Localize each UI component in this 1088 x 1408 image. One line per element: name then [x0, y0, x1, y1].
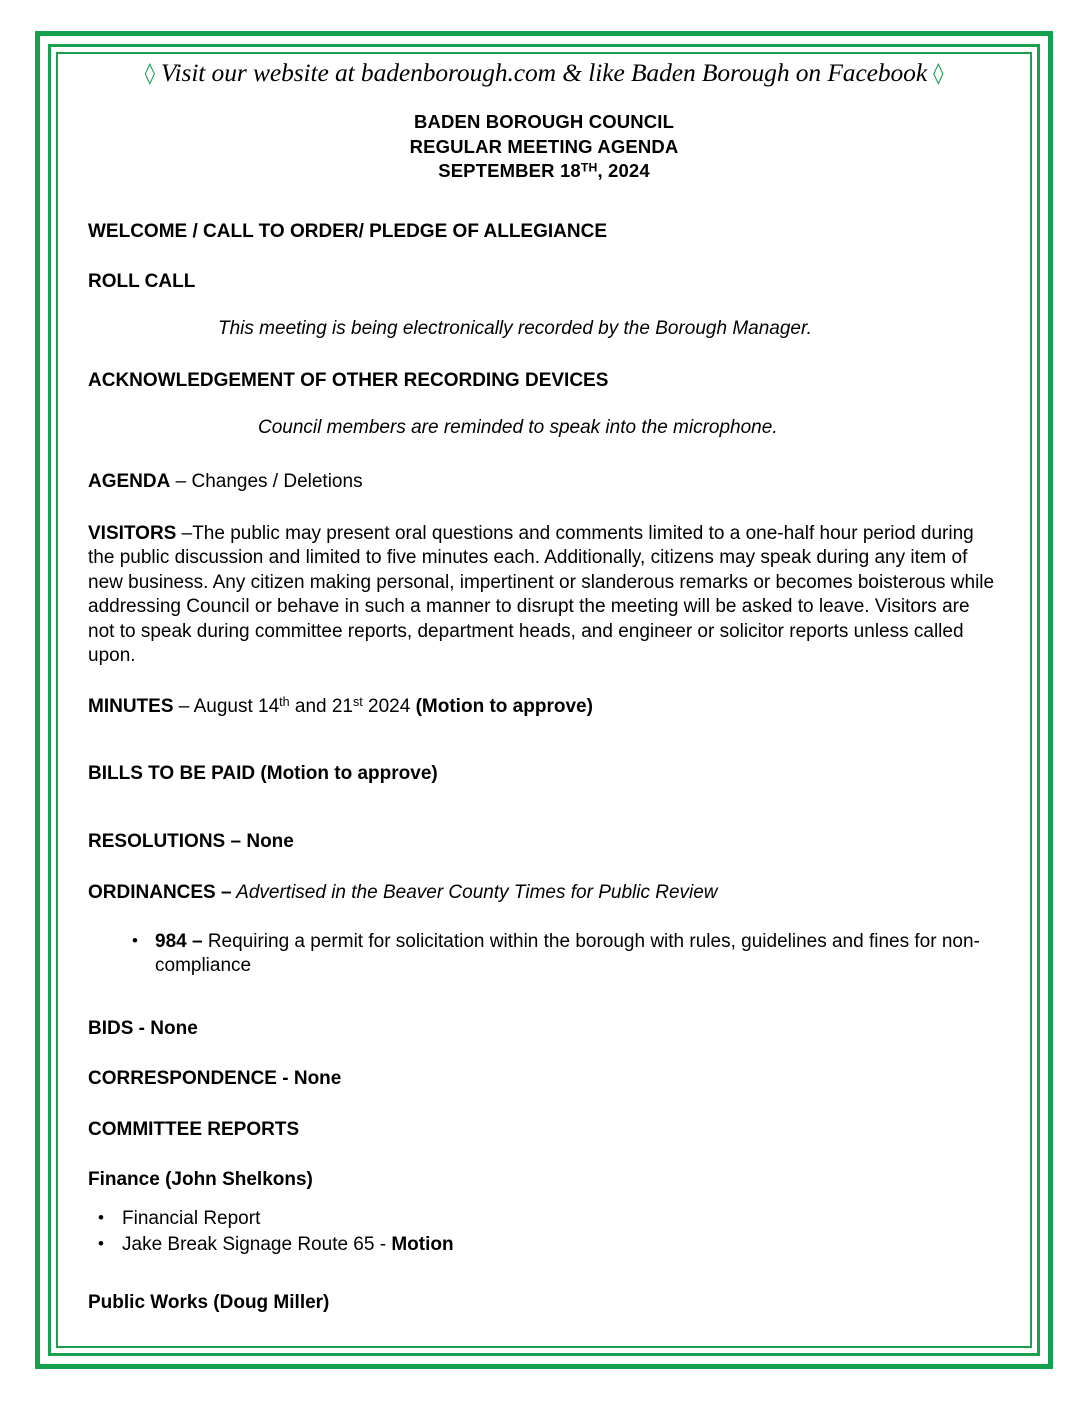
minutes-ordinal-1: th [279, 694, 290, 709]
minutes-motion-note: (Motion to approve) [415, 695, 593, 717]
finance-item-list [88, 1207, 1000, 1258]
title-line-council: BADEN BOROUGH COUNCIL [413, 111, 675, 133]
section-roll-call: ROLL CALL [88, 271, 196, 293]
finance-item-motion: Motion [391, 1234, 454, 1256]
title-line-date [88, 159, 1000, 183]
list-item [88, 1207, 1000, 1232]
section-visitors [88, 522, 1000, 669]
section-visitors-body: –The public may present oral questions and comments limited to a one-half hour period during the public discussion and limited to five minutes each. Additionally, citizens may speak during any item of new business. Any citizen making personal, impertinent or slanderous remarks or becomes boisterous while addressing Council or behave in such a manner to disrupt the meeting will be asked to leave. Visitors are not to speak during committee reports, department heads, and engineer or solicitor reports unless called upon. [88, 522, 995, 667]
note-speak-into-microphone: Council members are reminded to speak into the microphone. [258, 416, 778, 438]
document-title-block [88, 110, 1000, 183]
ordinance-description: Requiring a permit for solicitation within the borough with rules, guidelines and fines for non-compliance [155, 930, 980, 977]
subsection-public-works-heading: Public Works (Doug Miller) [88, 1291, 330, 1313]
section-correspondence: CORRESPONDENCE - None [88, 1068, 342, 1090]
diamond-ornament-right-icon: ◊ [933, 61, 944, 85]
website-social-line [88, 58, 1000, 87]
section-minutes-label: MINUTES [88, 695, 174, 717]
section-agenda [88, 470, 1000, 495]
section-ordinances-note: Advertised in the Beaver County Times for Public Review [231, 882, 718, 904]
finance-item-text: Jake Break Signage Route 65 - [122, 1234, 392, 1256]
ordinance-list [88, 930, 1000, 979]
note-electronically-recorded: This meeting is being electronically recorded by the Borough Manager. [218, 317, 812, 339]
ordinance-number: 984 – [155, 930, 203, 952]
subsection-finance-heading: Finance (John Shelkons) [88, 1169, 313, 1191]
section-committee-reports: COMMITTEE REPORTS [88, 1118, 300, 1140]
website-social-text: Visit our website at badenborough.com & like Baden Borough on Facebook [160, 58, 928, 87]
document-content [64, 42, 1024, 1315]
minutes-date-part-2: and 21 [289, 695, 354, 717]
date-prefix: SEPTEMBER 18 [438, 160, 581, 182]
section-bills-to-be-paid: BILLS TO BE PAID (Motion to approve) [88, 763, 438, 785]
section-acknowledgement-recording-devices: ACKNOWLEDGEMENT OF OTHER RECORDING DEVICES [88, 370, 609, 392]
minutes-ordinal-2: st [353, 694, 363, 709]
minutes-date-part-1: – August 14 [173, 695, 280, 717]
section-ordinances [88, 881, 1000, 906]
section-welcome-call-to-order: WELCOME / CALL TO ORDER/ PLEDGE OF ALLEGIANCE [88, 220, 607, 242]
date-ordinal-suffix: TH [580, 160, 598, 175]
section-resolutions: RESOLUTIONS – None [88, 830, 294, 852]
list-item [88, 1233, 1000, 1258]
minutes-year: 2024 [362, 695, 416, 717]
section-visitors-label: VISITORS [88, 522, 177, 544]
section-minutes [88, 695, 1000, 720]
diamond-ornament-left-icon: ◊ [144, 61, 155, 85]
section-bids: BIDS - None [88, 1017, 198, 1039]
list-item [88, 930, 1000, 979]
section-ordinances-label: ORDINANCES – [88, 882, 232, 904]
finance-item-text: Financial Report [122, 1207, 261, 1229]
date-year: , 2024 [597, 160, 650, 182]
section-agenda-detail: – Changes / Deletions [170, 471, 363, 493]
title-line-meeting-type: REGULAR MEETING AGENDA [409, 135, 679, 157]
section-agenda-label: AGENDA [88, 471, 171, 493]
